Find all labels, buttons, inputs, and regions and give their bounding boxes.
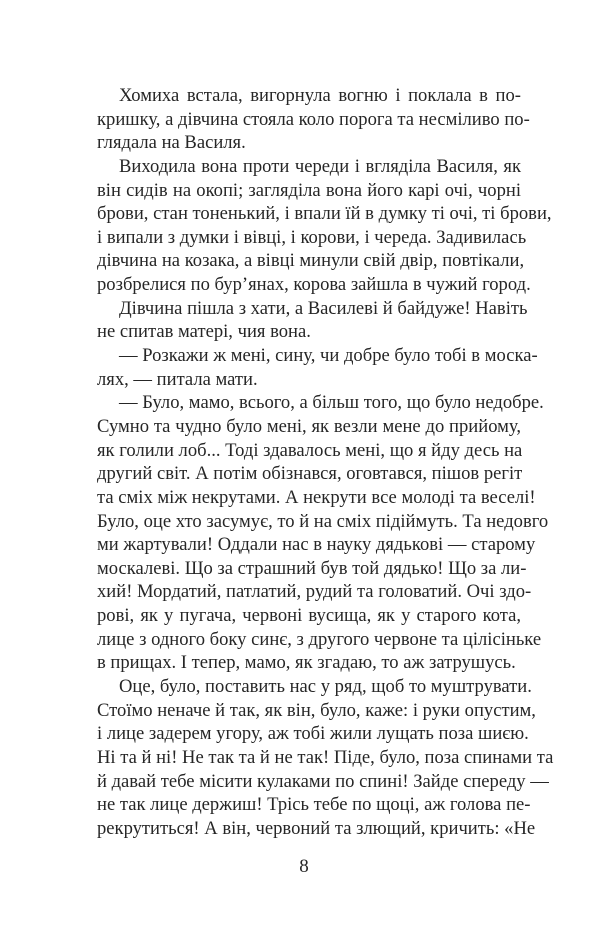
text-line: ми жартували! Оддали нас в науку дядькові — старому <box>97 534 536 556</box>
paragraph <box>97 297 528 344</box>
text-line: він сидів на окопі; загляділа вона його карі очі, чорні <box>97 179 521 201</box>
text-line: другий світ. А потім обізнався, оговтався, пішов регіт <box>97 463 523 485</box>
text-line: рові, як у пугача, червоні вусища, як у старого кота, <box>97 605 521 627</box>
text-line: — Розкажи ж мені, сину, чи добре було тобі в моска- <box>119 345 538 367</box>
text-line: глядала на Василя. <box>97 132 246 154</box>
page-number: 8 <box>299 856 309 877</box>
text-line: розбрелися по бур’янах, корова зайшла в чужий город. <box>97 274 531 296</box>
text-line: Хомиха встала, вигорнула вогню і поклала в по- <box>119 85 521 106</box>
text-line: не спитав матері, чия вона. <box>97 321 311 343</box>
text-line: і випали з думки і вівці, і корови, і череда. Задивилась <box>97 226 527 248</box>
text-line: як голили лоб... Тоді здавалось мені, що я йду десь на <box>97 439 523 461</box>
text-line: та сміх між некрутами. А некрути все молоді та веселі! <box>97 486 536 508</box>
text-line: брови, стан тоненький, і впали їй в думку ті очі, ті брови, <box>97 203 552 225</box>
paragraph <box>97 84 530 155</box>
page-body-text <box>97 84 554 841</box>
text-line: хий! Мордатий, патлатий, рудий та головатий. Очі здо- <box>97 581 532 603</box>
text-line: в прищах. І тепер, мамо, як згадаю, то аж затрушусь. <box>97 652 516 674</box>
text-line: Дівчина пішла з хати, а Василеві й байдуже! Навіть <box>119 297 528 319</box>
paragraph <box>97 675 554 840</box>
paragraph <box>97 391 549 675</box>
text-line: лице з одного боку синє, з другого червоне та цілісіньке <box>97 628 542 650</box>
text-line: Було, оце хто засумує, то й на сміх підіймуть. Та недовго <box>97 510 549 532</box>
text-line: москалеві. Що за страшний був той дядько! Що за ли- <box>97 557 527 579</box>
text-line: Виходила вона проти череди і вгляділа Василя, як <box>119 155 521 177</box>
paragraph <box>97 344 538 391</box>
text-line: — Було, мамо, всього, а більш того, що було недобре. <box>119 392 544 414</box>
text-line: Стоїмо неначе й так, як він, було, каже: і руки опустим, <box>97 699 536 721</box>
text-line: рекрутиться! А він, червоний та злющий, кричить: «Не <box>97 817 536 839</box>
text-line: Ні та й ні! Не так та й не так! Піде, було, поза спинами та <box>97 746 554 768</box>
text-line: й давай тебе місити кулаками по спині! Зайде спереду — <box>97 770 549 792</box>
text-line: не так лице держиш! Трісь тебе по щоці, аж голова пе- <box>97 794 531 816</box>
text-line: лях, — питала мати. <box>97 368 258 390</box>
text-line: Оце, було, поставить нас у ряд, щоб то муштрувати. <box>119 676 532 698</box>
text-line: кришку, а дівчина стояла коло порога та несміливо по- <box>97 108 530 130</box>
text-line: дівчина на козака, а вівці минули свій двір, повтікали, <box>97 250 525 272</box>
text-line: Сумно та чудно було мені, як везли мене до прийому, <box>97 415 521 437</box>
paragraph <box>97 155 552 297</box>
text-line: і лице задерем угору, аж тобі жили лущать поза шиєю. <box>97 723 529 745</box>
